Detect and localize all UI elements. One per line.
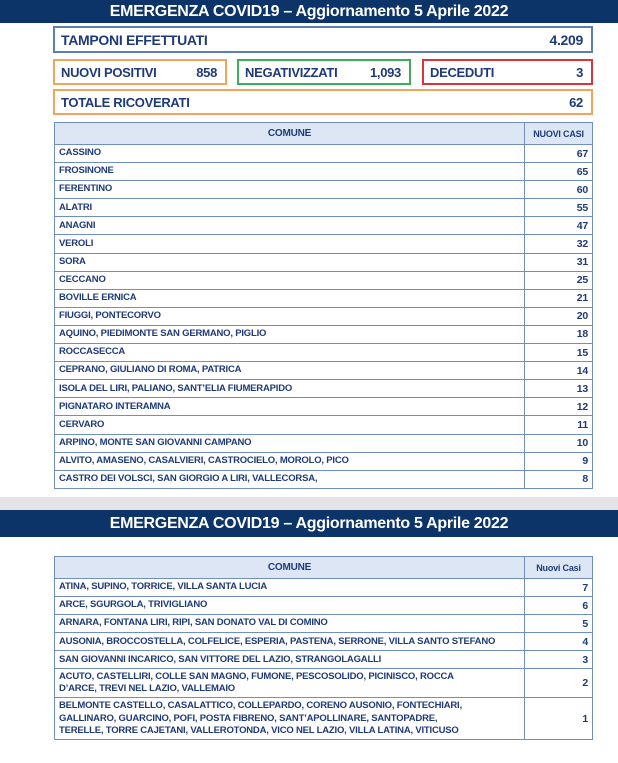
casi-cell: 4	[525, 633, 593, 651]
casi-cell: 11	[525, 416, 593, 434]
column-header-nuovi-casi: Nuovi Casi	[525, 557, 593, 579]
deceduti-label: DECEDUTI	[430, 64, 495, 80]
comune-cell: ANAGNI	[55, 217, 525, 235]
comune-cell: SORA	[55, 253, 525, 271]
casi-cell: 14	[525, 362, 593, 380]
page-title-2: EMERGENZA COVID19 – Aggiornamento 5 Aprile 2022	[0, 510, 618, 537]
table-row	[55, 669, 593, 698]
comune-cell: ARCE, SGURGOLA, TRIVIGLIANO	[55, 597, 525, 615]
casi-cell: 31	[525, 253, 593, 271]
comune-cell: ATINA, SUPINO, TORRICE, VILLA SANTA LUCIA	[55, 579, 525, 597]
totale-ricoverati-box	[53, 89, 593, 115]
table-row	[55, 416, 593, 434]
casi-cell: 25	[525, 271, 593, 289]
comune-cell: ARPINO, MONTE SAN GIOVANNI CAMPANO	[55, 434, 525, 452]
casi-cell: 5	[525, 615, 593, 633]
comune-cell: AQUINO, PIEDIMONTE SAN GERMANO, PIGLIO	[55, 325, 525, 343]
table-row	[55, 163, 593, 181]
nuovi-positivi-box	[53, 59, 227, 85]
tamponi-value: 4.209	[549, 31, 583, 48]
comune-cell: ACUTO, CASTELLIRI, COLLE SAN MAGNO, FUMONE, PESCOSOLIDO, PICINISCO, ROCCA D’ARCE, TREVI NEL LAZIO, VALLEMAIO	[55, 669, 525, 698]
comune-cell: FERENTINO	[55, 181, 525, 199]
table-row	[55, 651, 593, 669]
table-row	[55, 235, 593, 253]
casi-cell: 18	[525, 325, 593, 343]
casi-cell: 1	[525, 698, 593, 740]
comune-cell: FROSINONE	[55, 163, 525, 181]
nuovi-positivi-label: NUOVI POSITIVI	[61, 64, 157, 80]
comune-cell: AUSONIA, BROCCOSTELLA, COLFELICE, ESPERIA, PASTENA, SERRONE, VILLA SANTO STEFANO	[55, 633, 525, 651]
table-row	[55, 698, 593, 740]
nuovi-positivi-value: 858	[196, 64, 217, 80]
page-title: EMERGENZA COVID19 – Aggiornamento 5 Aprile 2022	[0, 0, 618, 23]
casi-cell: 32	[525, 235, 593, 253]
deceduti-box	[422, 59, 593, 85]
tamponi-label: TAMPONI EFFETTUATI	[61, 31, 208, 48]
casi-cell: 20	[525, 307, 593, 325]
casi-cell: 13	[525, 380, 593, 398]
comune-cell: CECCANO	[55, 271, 525, 289]
table-row	[55, 289, 593, 307]
casi-cell: 2	[525, 669, 593, 698]
casi-cell: 67	[525, 145, 593, 163]
column-header-comune: COMUNE	[55, 557, 525, 579]
table-row	[55, 199, 593, 217]
comune-cell: ARNARA, FONTANA LIRI, RIPI, SAN DONATO VAL DI COMINO	[55, 615, 525, 633]
comune-cell: VEROLI	[55, 235, 525, 253]
casi-cell: 8	[525, 470, 593, 488]
table-row	[55, 271, 593, 289]
totale-ricoverati-label: TOTALE RICOVERATI	[61, 94, 190, 110]
column-header-nuovi-casi: NUOVI CASI	[525, 123, 593, 145]
table-row	[55, 181, 593, 199]
comune-cell: CASSINO	[55, 145, 525, 163]
comune-cell: FIUGGI, PONTECORVO	[55, 307, 525, 325]
comune-cell: ALVITO, AMASENO, CASALVIERI, CASTROCIELO, MOROLO, PICO	[55, 452, 525, 470]
table-row	[55, 307, 593, 325]
table-row	[55, 579, 593, 597]
casi-cell: 12	[525, 398, 593, 416]
comune-cell: BELMONTE CASTELLO, CASALATTICO, COLLEPARDO, CORENO AUSONIO, FONTECHIARI, GALLINARO, GUARCINO, POFI, POSTA FIBRENO, SANT’APOLLINARE, SANTOPADRE, TERELLE, TORRE CAJETANI, VALLEROTONDA, VICO NEL LAZIO, VILLA LATINA, VITICUSO	[55, 698, 525, 740]
comuni-table-2	[54, 556, 593, 740]
comuni-table-1	[54, 122, 593, 489]
casi-cell: 9	[525, 452, 593, 470]
deceduti-value: 3	[576, 64, 583, 80]
table-row	[55, 380, 593, 398]
tamponi-box	[53, 26, 593, 53]
comune-cell: CASTRO DEI VOLSCI, SAN GIORGIO A LIRI, VALLECORSA,	[55, 470, 525, 488]
table-row	[55, 615, 593, 633]
comune-cell: BOVILLE ERNICA	[55, 289, 525, 307]
table-row	[55, 633, 593, 651]
negativizzati-box	[237, 59, 411, 85]
comune-cell: ISOLA DEL LIRI, PALIANO, SANT’ELIA FIUMERAPIDO	[55, 380, 525, 398]
table-row	[55, 398, 593, 416]
comune-cell: CEPRANO, GIULIANO DI ROMA, PATRICA	[55, 362, 525, 380]
table-header-row	[55, 557, 593, 579]
negativizzati-label: NEGATIVIZZATI	[245, 64, 338, 80]
comune-cell: ROCCASECCA	[55, 344, 525, 362]
column-header-comune: COMUNE	[55, 123, 525, 145]
negativizzati-value: 1,093	[369, 64, 401, 80]
casi-cell: 7	[525, 579, 593, 597]
table-header-row	[55, 123, 593, 145]
table-row	[55, 597, 593, 615]
casi-cell: 6	[525, 597, 593, 615]
table-row	[55, 344, 593, 362]
totale-ricoverati-value: 62	[569, 94, 583, 110]
comune-cell: CERVARO	[55, 416, 525, 434]
table-row	[55, 470, 593, 488]
casi-cell: 60	[525, 181, 593, 199]
casi-cell: 3	[525, 651, 593, 669]
casi-cell: 47	[525, 217, 593, 235]
casi-cell: 55	[525, 199, 593, 217]
casi-cell: 10	[525, 434, 593, 452]
table-row	[55, 452, 593, 470]
casi-cell: 21	[525, 289, 593, 307]
table-row	[55, 253, 593, 271]
table-row	[55, 145, 593, 163]
comune-cell: SAN GIOVANNI INCARICO, SAN VITTORE DEL LAZIO, STRANGOLAGALLI	[55, 651, 525, 669]
table-row	[55, 362, 593, 380]
table-row	[55, 217, 593, 235]
table-row	[55, 325, 593, 343]
table-row	[55, 434, 593, 452]
casi-cell: 15	[525, 344, 593, 362]
page-separator	[0, 497, 618, 510]
comune-cell: PIGNATARO INTERAMNA	[55, 398, 525, 416]
casi-cell: 65	[525, 163, 593, 181]
comune-cell: ALATRI	[55, 199, 525, 217]
